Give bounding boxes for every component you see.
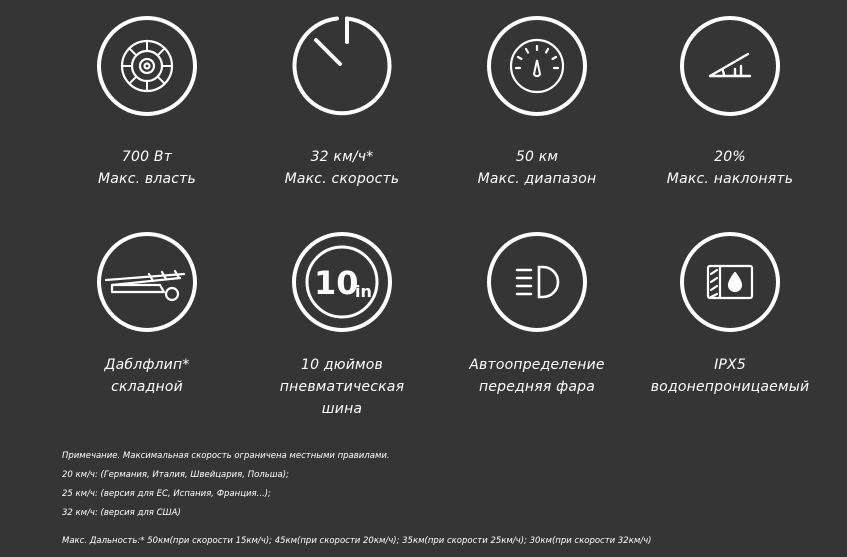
headlight-line-1: Автоопределение: [469, 357, 605, 373]
folding-line-2: складной: [111, 379, 183, 395]
tire-line-1: 10 дюймов: [300, 357, 383, 373]
speedometer-icon: [487, 16, 587, 116]
notes-line-usa: 32 км/ч: (версия для США): [62, 508, 181, 518]
feature-max-power: [47, 16, 247, 190]
speed-notes: [62, 447, 651, 551]
folding-scooter-icon: [97, 232, 197, 332]
folding-label: [47, 354, 247, 398]
feature-folding: [47, 232, 247, 398]
feature-waterproof: [630, 232, 830, 398]
folding-line-1: Даблфлип*: [104, 357, 190, 373]
headlight-line-2: передняя фара: [478, 379, 595, 395]
feature-max-range: [437, 16, 637, 190]
headlight-label: [437, 354, 637, 398]
feature-tire: [242, 232, 442, 420]
max-power-value: 700 Вт: [121, 149, 173, 165]
tire-line-3: шина: [321, 401, 363, 417]
max-power-label: Макс. власть: [98, 171, 196, 187]
max-speed-label: Макс. скорость: [284, 171, 400, 187]
max-incline-label: Макс. наклонять: [666, 171, 794, 187]
tire-10in-icon: [292, 232, 392, 332]
notes-range: Макс. Дальность:* 50км(при скорости 15км/ч); 45км(при скорости 20км/ч); 35км(при скорости 25км/ч); 30км(при скорости 32км/ч): [62, 536, 652, 546]
headlight-icon: [487, 232, 587, 332]
stopwatch-icon: [292, 16, 392, 116]
waterproof-line-2: водонепроницаемый: [650, 379, 810, 395]
max-range-label: Макс. диапазон: [477, 171, 597, 187]
max-incline-value: 20%: [714, 149, 746, 165]
feature-max-speed: [242, 16, 442, 190]
feature-headlight: [437, 232, 637, 398]
waterproof-line-1: IPX5: [714, 357, 746, 373]
max-range-value: 50 км: [515, 149, 559, 165]
waterproof-label: [630, 354, 830, 398]
notes-line-eu: 25 км/ч: (версия для ЕС, Испания, Франция...);: [62, 489, 271, 499]
tire-size-number: 10: [314, 264, 359, 302]
notes-title: Примечание. Максимальная скорость ограничена местными правилами.: [62, 451, 390, 461]
incline-icon: [680, 16, 780, 116]
tire-size-unit: in: [355, 282, 372, 301]
wheel-icon: [97, 16, 197, 116]
feature-max-incline: [630, 16, 830, 190]
tire-line-2: пневматическая: [279, 379, 405, 395]
water-drop-icon: [680, 232, 780, 332]
max-speed-value: 32 км/ч*: [310, 149, 374, 165]
tire-label: [242, 354, 442, 420]
notes-line-germany: 20 км/ч: (Германия, Италия, Швейцария, Польша);: [62, 470, 289, 480]
